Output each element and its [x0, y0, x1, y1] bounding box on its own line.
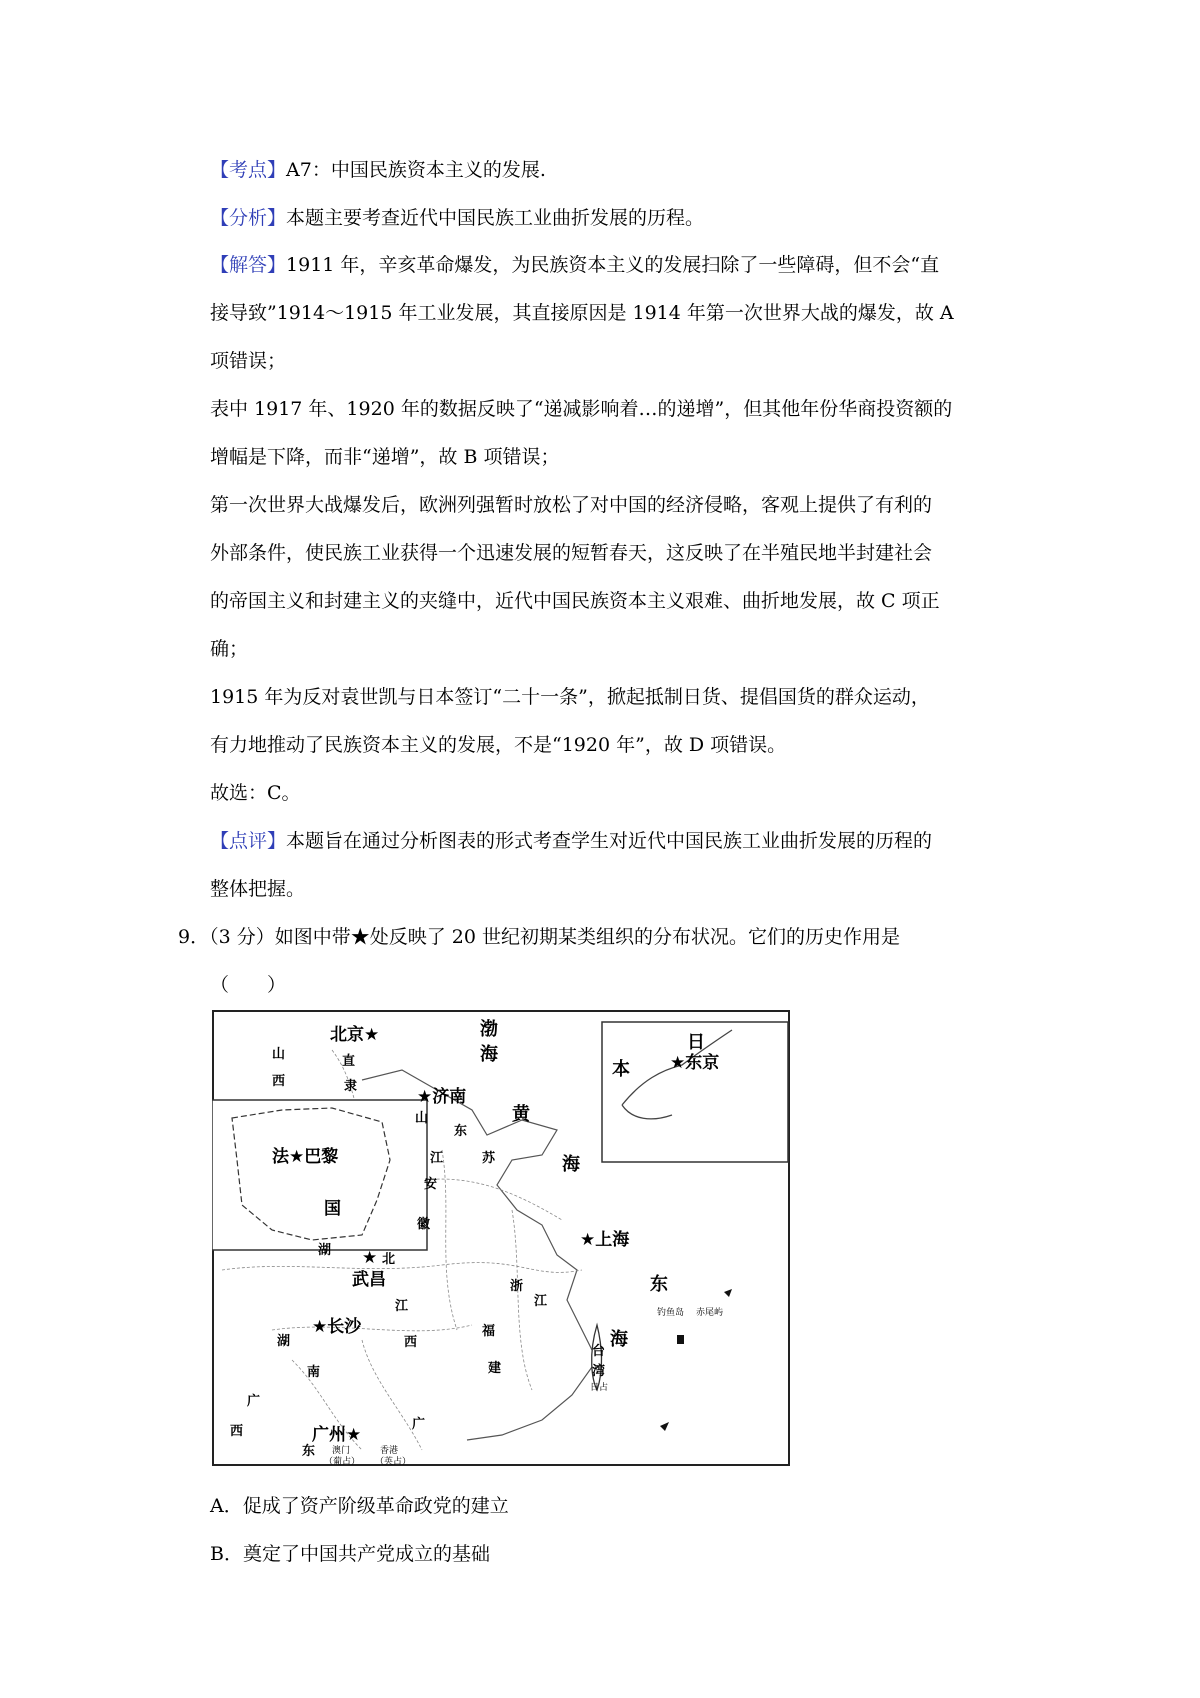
- dianping-text-1: 本题旨在通过分析图表的形式考查学生对近代中国民族工业曲折发展的历程的: [286, 830, 933, 852]
- label-anhui-2: 徽: [417, 1217, 431, 1232]
- jieda-line-7: 外部条件，使民族工业获得一个迅速发展的短暂春天，这反映了在半殖民地半封建社会: [210, 542, 933, 564]
- jieda-line-4: 表中 1917 年、1920 年的数据反映了“递减影响着…的递增”，但其他年份华商投资额的: [210, 398, 953, 420]
- label-hunan-1: 湖: [277, 1334, 291, 1349]
- label-jiangsu-2: 苏: [482, 1151, 496, 1166]
- label-ri: 日: [687, 1032, 705, 1053]
- label-donghai-1: 东: [650, 1274, 668, 1295]
- label-ben: 本: [612, 1059, 630, 1080]
- dianping-tag: 【点评】: [210, 830, 287, 852]
- jieda-line-8: 的帝国主义和封建主义的夹缝中，近代中国民族资本主义艰难、曲折地发展，故 C 项正: [210, 590, 940, 612]
- label-hubei-2: 北: [382, 1252, 396, 1267]
- label-jiangsu-1: 江: [430, 1151, 444, 1166]
- dianping-line-1: [210, 829, 932, 853]
- jieda-tag: 【解答】: [210, 254, 287, 276]
- jieda-text-1: 1911 年，辛亥革命爆发，为民族资本主义的发展扫除了一些障碍，但不会“直: [286, 254, 940, 276]
- label-beijing: 北京★: [330, 1025, 380, 1045]
- label-hongkong-note: （英占）: [375, 1457, 412, 1466]
- label-shanghai: ★上海: [580, 1230, 630, 1250]
- label-shanxi-2: 西: [272, 1074, 286, 1089]
- label-jinan: ★济南: [417, 1087, 467, 1107]
- jieda-line-6: 第一次世界大战爆发后，欧洲列强暂时放松了对中国的经济侵略，客观上提供了有利的: [210, 494, 933, 516]
- option-a[interactable]: A．促成了资产阶级革命政党的建立: [210, 1495, 509, 1517]
- islet-mark-1: [677, 1335, 684, 1344]
- label-bohai-2: 海: [480, 1044, 498, 1065]
- map-svg: [212, 1010, 790, 1466]
- label-macau-note: （葡占）: [324, 1457, 361, 1466]
- label-huanghai-1: 黄: [512, 1104, 530, 1125]
- label-guangdong-2: 东: [302, 1444, 316, 1459]
- label-jiangxi-1: 江: [395, 1299, 409, 1314]
- question-line-1: [178, 925, 900, 949]
- label-guangdong-1: 广: [412, 1417, 426, 1432]
- label-zhejiang-2: 江: [534, 1294, 548, 1309]
- label-shandong-1: 山: [415, 1111, 429, 1126]
- jieda-line-3: 项错误；: [210, 350, 287, 372]
- jieda-line-10: 1915 年为反对袁世凯与日本签订“二十一条”，掀起抵制日货、提倡国货的群众运动，: [210, 686, 930, 708]
- jieda-line-12: 故选：C。: [210, 782, 301, 804]
- label-hunan-2: 南: [307, 1365, 321, 1380]
- label-anhui-1: 安: [424, 1177, 438, 1192]
- label-taiwan-2: 湾: [592, 1364, 606, 1379]
- label-taiwan-1: 台: [592, 1344, 606, 1359]
- label-shanxi-1: 山: [272, 1047, 286, 1062]
- label-donghai-2: 海: [610, 1329, 628, 1350]
- question-line-2: （ ）: [210, 974, 287, 996]
- label-diaoyu: 钓鱼岛: [657, 1308, 685, 1318]
- label-changsha: ★长沙: [312, 1317, 362, 1337]
- jieda-line-1: [210, 253, 939, 277]
- jieda-line-5: 增幅是下降，而非“递增”，故 B 项错误；: [210, 446, 560, 468]
- label-guangzhou: 广州★: [312, 1425, 362, 1445]
- question-map: [212, 1010, 790, 1466]
- fenxi-line: [210, 206, 704, 230]
- kaodian-line: [210, 158, 546, 182]
- label-fujian-1: 福: [482, 1324, 496, 1339]
- kaodian-text: A7：中国民族资本主义的发展.: [286, 159, 546, 181]
- label-bohai-1: 渤: [480, 1019, 498, 1040]
- jieda-line-9: 确；: [210, 638, 249, 660]
- option-b[interactable]: B．奠定了中国共产党成立的基础: [210, 1543, 490, 1565]
- label-fujian-2: 建: [488, 1361, 502, 1376]
- label-shandong-2: 东: [454, 1124, 468, 1139]
- label-wuchang: 武昌: [352, 1270, 386, 1290]
- label-wuchang-star: ★: [362, 1248, 378, 1268]
- fenxi-tag: 【分析】: [210, 207, 287, 229]
- label-jiangxi-2: 西: [404, 1335, 418, 1350]
- label-paris: 法★巴黎: [272, 1147, 339, 1167]
- question-number: 9．: [178, 926, 210, 948]
- label-taiwan-3: 日占: [590, 1383, 609, 1393]
- label-chiwei: 赤尾屿: [696, 1308, 724, 1318]
- label-guangxi-1: 广: [247, 1394, 261, 1409]
- label-macau: 澳门: [332, 1446, 351, 1456]
- fenxi-text: 本题主要考查近代中国民族工业曲折发展的历程。: [286, 207, 705, 229]
- label-guo: 国: [324, 1199, 341, 1219]
- label-zhili-2: 隶: [344, 1079, 358, 1094]
- jieda-line-2: 接导致”1914～1915 年工业发展，其直接原因是 1914 年第一次世界大战的爆发，故 A: [210, 302, 954, 324]
- dianping-line-2: 整体把握。: [210, 878, 306, 900]
- label-hongkong: 香港: [380, 1446, 399, 1456]
- question-stem-1: （3 分）如图中带★处反映了 20 世纪初期某类组织的分布状况。它们的历史作用是: [209, 926, 900, 948]
- label-zhejiang-1: 浙: [510, 1279, 524, 1294]
- france-inset: [212, 1100, 427, 1250]
- label-tokyo: ★东京: [670, 1053, 720, 1073]
- label-hubei-1: 湖: [318, 1243, 332, 1258]
- kaodian-tag: 【考点】: [210, 159, 287, 181]
- label-zhili-1: 直: [342, 1054, 356, 1069]
- label-huanghai-2: 海: [562, 1154, 580, 1175]
- label-guangxi-2: 西: [230, 1424, 244, 1439]
- jieda-line-11: 有力地推动了民族资本主义的发展，不是“1920 年”，故 D 项错误。: [210, 734, 787, 756]
